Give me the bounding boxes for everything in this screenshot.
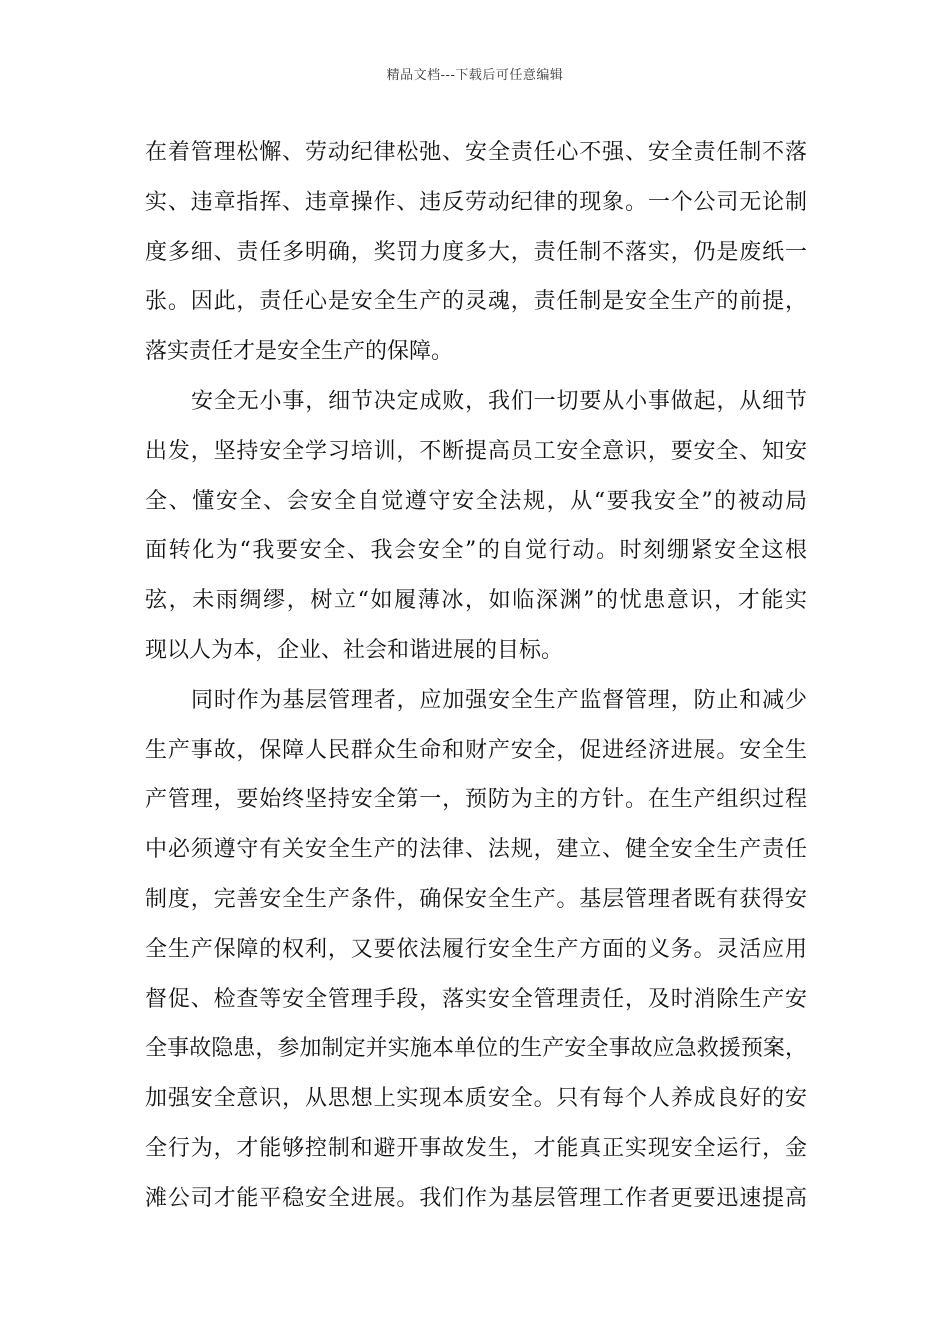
text-line: 现以人为本，企业、社会和谐进展的目标。 [145, 637, 564, 663]
text-line: 全事故隐患，参加制定并实施本单位的生产安全事故应急救援预案， [145, 1036, 807, 1062]
text-line: 出发，坚持安全学习培训，不断提高员工安全意识，要安全、知安 [145, 438, 807, 464]
text-line: 督促、检查等安全管理手段，落实安全管理责任，及时消除生产安 [145, 986, 807, 1012]
paragraph-1 [145, 128, 807, 377]
text-line: 实、违章指挥、违章操作、违反劳动纪律的现象。一个公司无论制 [145, 189, 807, 215]
text-line: 制度，完善安全生产条件，确保安全生产。基层管理者既有获得安 [145, 886, 807, 912]
paragraph-2 [145, 377, 807, 676]
text-line: 全生产保障的权利，又要依法履行安全生产方面的义务。灵活应用 [145, 936, 807, 962]
text-line: 度多细、责任多明确，奖罚力度多大，责任制不落实，仍是废纸一 [145, 239, 807, 265]
text-line: 全、懂安全、会安全自觉遵守安全法规，从“要我安全”的被动局 [145, 488, 807, 514]
text-line: 同时作为基层管理者，应加强安全生产监督管理，防止和减少 [191, 687, 807, 713]
text-line: 产管理，要始终坚持安全第一，预防为主的方针。在生产组织过程 [145, 787, 807, 813]
page-header: 精品文档---下载后可任意编辑 [386, 68, 564, 83]
text-line: 滩公司才能平稳安全进展。我们作为基层管理工作者更要迅速提高 [145, 1185, 807, 1211]
text-line: 生产事故，保障人民群众生命和财产安全，促进经济进展。安全生 [145, 737, 807, 763]
document-body [145, 128, 807, 1224]
text-line: 面转化为“我要安全、我会安全”的自觉行动。时刻绷紧安全这根 [145, 538, 807, 564]
text-line: 中必须遵守有关安全生产的法律、法规，建立、健全安全生产责任 [145, 837, 807, 863]
paragraph-3 [145, 676, 807, 1224]
text-line: 弦，未雨绸缪，树立“如履薄冰，如临深渊”的忧患意识，才能实 [145, 588, 807, 614]
text-line: 张。因此，责任心是安全生产的灵魂，责任制是安全生产的前提， [145, 289, 807, 315]
text-line: 全行为，才能够控制和避开事故发生，才能真正实现安全运行，金 [145, 1135, 807, 1161]
text-line: 落实责任才是安全生产的保障。 [145, 339, 454, 365]
text-line: 加强安全意识，从思想上实现本质安全。只有每个人养成良好的安 [145, 1086, 807, 1112]
text-line: 在着管理松懈、劳动纪律松弛、安全责任心不强、安全责任制不落 [145, 140, 807, 165]
text-line: 安全无小事，细节决定成败，我们一切要从小事做起，从细节 [191, 388, 807, 414]
